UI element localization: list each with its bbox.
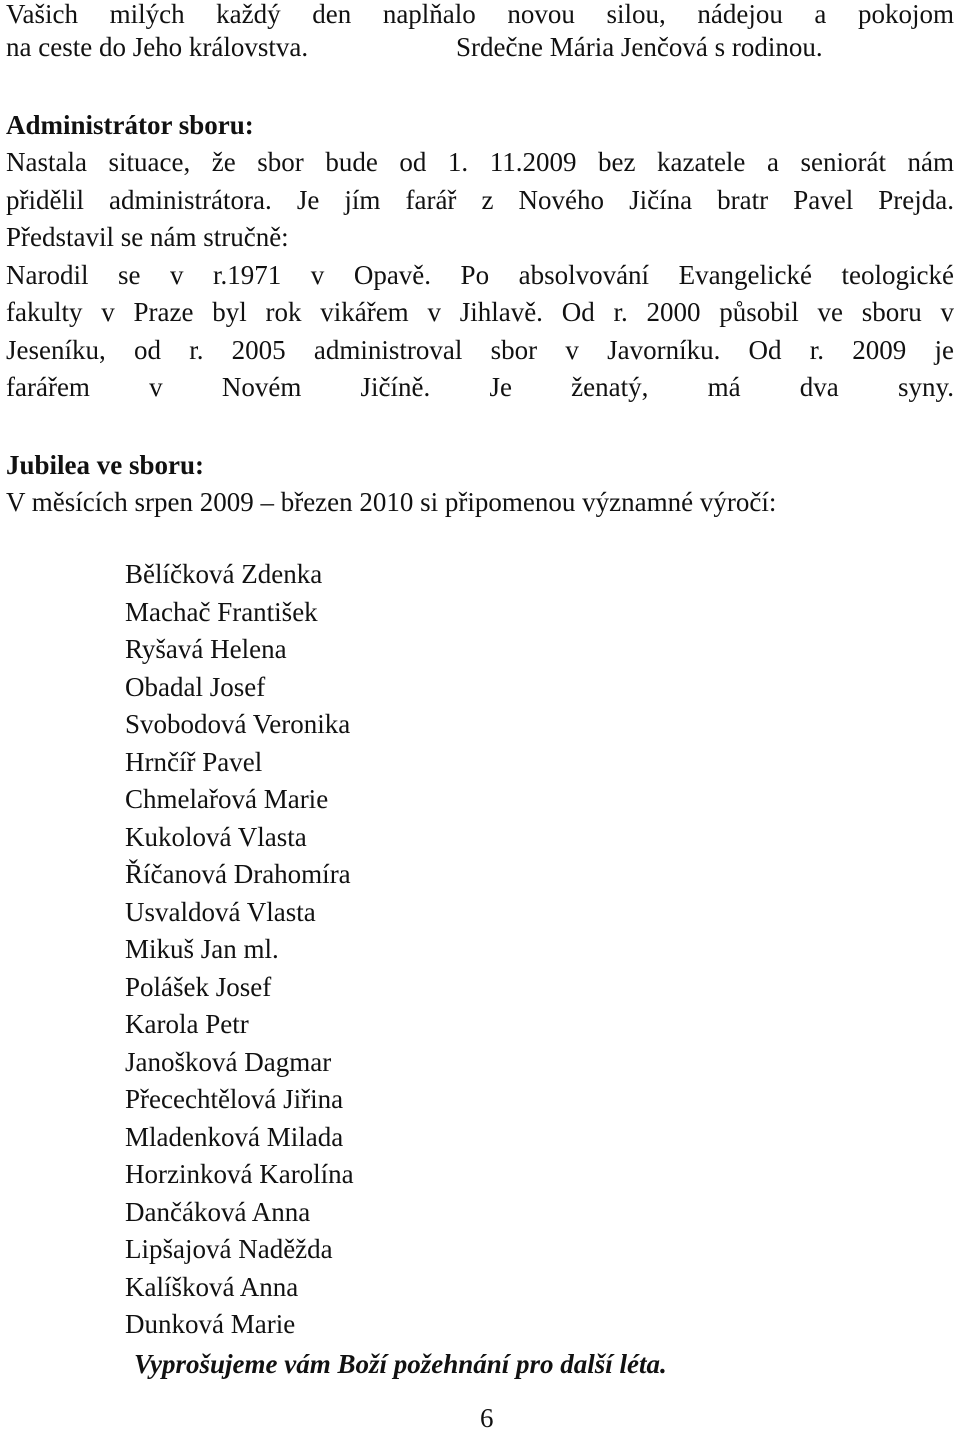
jubilee-name: Horzinková Karolína <box>125 1159 354 1189</box>
jubilee-name: Svobodová Veronika <box>125 709 351 739</box>
admin-line: přidělil administrátora. Je jím farář z Nového Jičína bratr Pavel Prejda. <box>6 185 954 215</box>
closing-blessing: Vyprošujeme vám Boží požehnání pro další léta. <box>134 1349 667 1379</box>
admin-line: Nastala situace, že sbor bude od 1. 11.2009 bez kazatele a seniorát nám <box>6 147 954 177</box>
jubilee-name: Usvaldová Vlasta <box>125 897 316 927</box>
jubilee-name: Dančáková Anna <box>125 1197 311 1227</box>
jubilee-name: Janošková Dagmar <box>125 1047 332 1077</box>
jubilee-heading: Jubilea ve sboru: <box>6 450 205 480</box>
intro-line-2-text: na ceste do Jeho královstva. <box>6 32 309 62</box>
jubilee-name: Karola Petr <box>125 1009 249 1039</box>
jubilee-name: Polášek Josef <box>125 972 272 1002</box>
jubilee-name: Machač František <box>125 597 318 627</box>
admin-line: farářem v Novém Jičíně. Je ženatý, má dva syny. <box>6 372 954 402</box>
admin-line: Představil se nám stručně: <box>6 222 289 252</box>
jubilee-name: Hrnčíř Pavel <box>125 747 263 777</box>
intro-line-2 <box>6 31 954 63</box>
admin-heading: Administrátor sboru: <box>6 110 254 140</box>
intro-line-1: Vašich milých každý den naplňalo novou silou, nádejou a pokojom <box>6 0 954 29</box>
signature-line: Srdečne Mária Jenčová s rodinou. <box>456 32 823 62</box>
jubilee-intro: V měsících srpen 2009 – březen 2010 si připomenou významné výročí: <box>6 487 777 517</box>
jubilee-name: Ryšavá Helena <box>125 634 287 664</box>
jubilee-name: Kalíšková Anna <box>125 1272 299 1302</box>
jubilee-name: Dunková Marie <box>125 1309 296 1339</box>
jubilee-name: Bělíčková Zdenka <box>125 559 323 589</box>
admin-line: Narodil se v r.1971 v Opavě. Po absolvování Evangelické teologické <box>6 260 954 290</box>
jubilee-name: Obadal Josef <box>125 672 266 702</box>
jubilee-name: Mladenková Milada <box>125 1122 344 1152</box>
jubilee-name: Mikuš Jan ml. <box>125 934 279 964</box>
jubilee-name: Lipšajová Naděžda <box>125 1234 333 1264</box>
jubilee-name: Přecechtělová Jiřina <box>125 1084 344 1114</box>
jubilee-name: Chmelařová Marie <box>125 784 329 814</box>
page-number: 6 <box>480 1403 494 1433</box>
admin-line: fakulty v Praze byl rok vikářem v Jihlavě. Od r. 2000 působil ve sboru v <box>6 297 954 327</box>
jubilee-name: Kukolová Vlasta <box>125 822 307 852</box>
admin-line: Jeseníku, od r. 2005 administroval sbor v Javorníku. Od r. 2009 je <box>6 335 954 365</box>
jubilee-name: Říčanová Drahomíra <box>125 859 351 889</box>
